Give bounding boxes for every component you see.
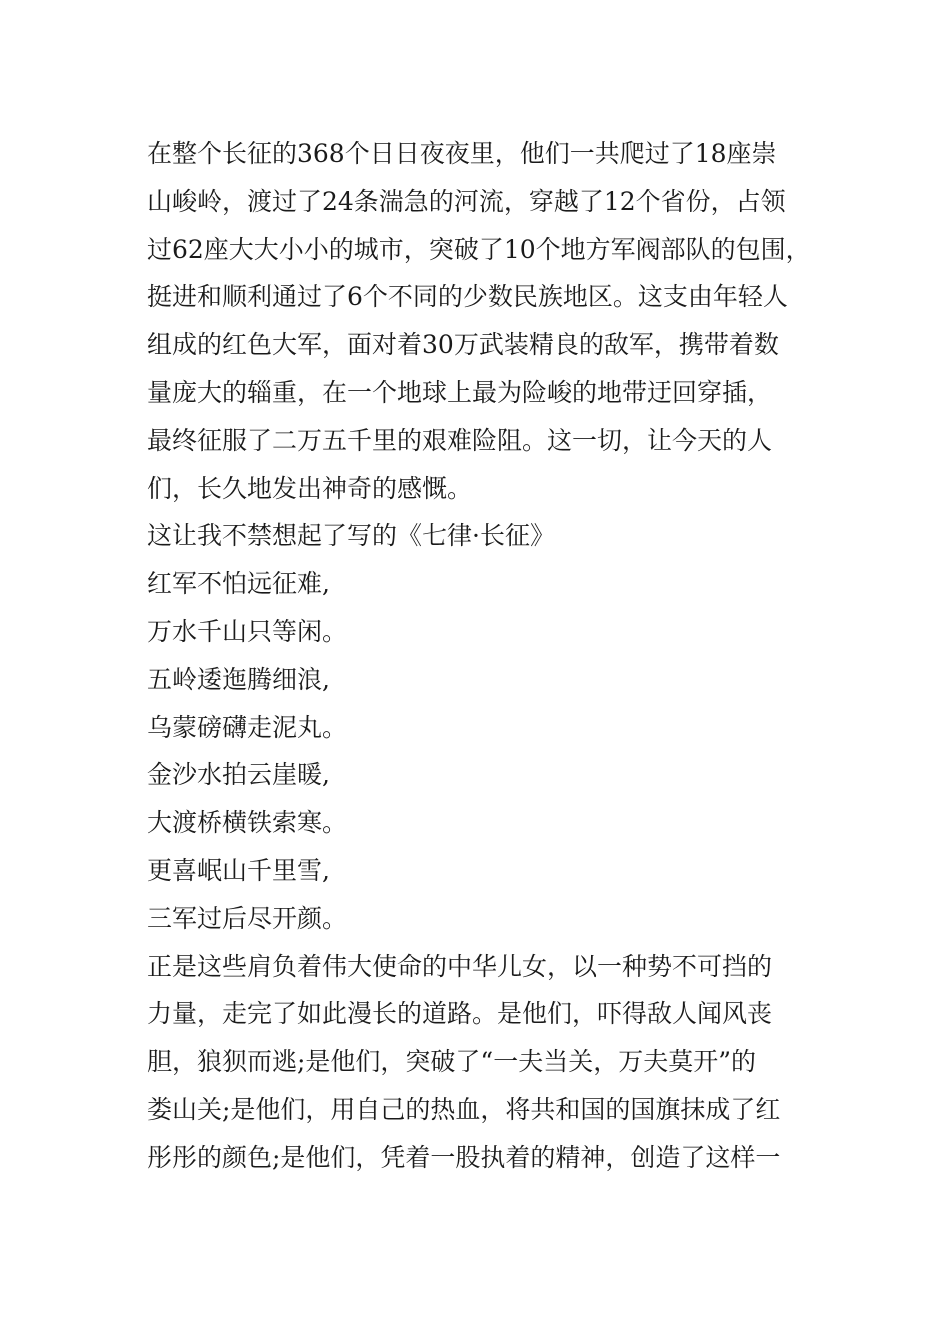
poem-line: 红军不怕远征难, (147, 569, 330, 599)
poem-intro: 这让我不禁想起了写的《七律·长征》 (147, 521, 555, 551)
text-line: 娄山关;是他们，用自己的热血，将共和国的国旗抹成了红 (147, 1094, 781, 1124)
document-body (147, 130, 817, 1182)
text-line: 正是这些肩负着伟大使命的中华儿女，以一种势不可挡的 (147, 951, 773, 981)
text-line: 力量，走完了如此漫长的道路。是他们，吓得敌人闻风丧 (147, 999, 773, 1029)
text-line: 在整个长征的368个日日夜夜里，他们一共爬过了18座崇 (147, 139, 777, 168)
text-line: 最终征服了二万五千里的艰难险阻。这一切，让今天的人 (147, 425, 773, 455)
text-line: 山峻岭，渡过了24条湍急的河流，穿越了12个省份，占领 (147, 186, 786, 216)
text-line: 挺进和顺利通过了6个不同的少数民族地区。这支由年轻人 (147, 282, 788, 312)
text-line: 组成的红色大军，面对着30万武装精良的敌军，携带着数 (147, 330, 779, 360)
poem-line: 万水千山只等闲。 (147, 616, 348, 646)
poem-line: 三军过后尽开颜。 (147, 903, 348, 933)
text-line: 胆，狼狈而逃;是他们，突破了“一夫当关，万夫莫开”的 (147, 1047, 756, 1077)
poem-line: 五岭逶迤腾细浪, (147, 664, 330, 694)
poem-line: 更喜岷山千里雪, (147, 855, 330, 885)
poem-line: 金沙水拍云崖暖, (147, 760, 330, 790)
poem-line: 乌蒙磅礴走泥丸。 (147, 712, 348, 742)
text-line: 过62座大大小小的城市，突破了10个地方军阀部队的包围， (147, 234, 811, 264)
text-line: 彤彤的颜色;是他们，凭着一股执着的精神，创造了这样一 (147, 1142, 781, 1172)
poem-line: 大渡桥横铁索寒。 (147, 808, 348, 838)
text-line: 们，长久地发出神奇的感慨。 (147, 473, 473, 503)
text-line: 量庞大的辎重，在一个地球上最为险峻的地带迂回穿插， (147, 377, 773, 407)
